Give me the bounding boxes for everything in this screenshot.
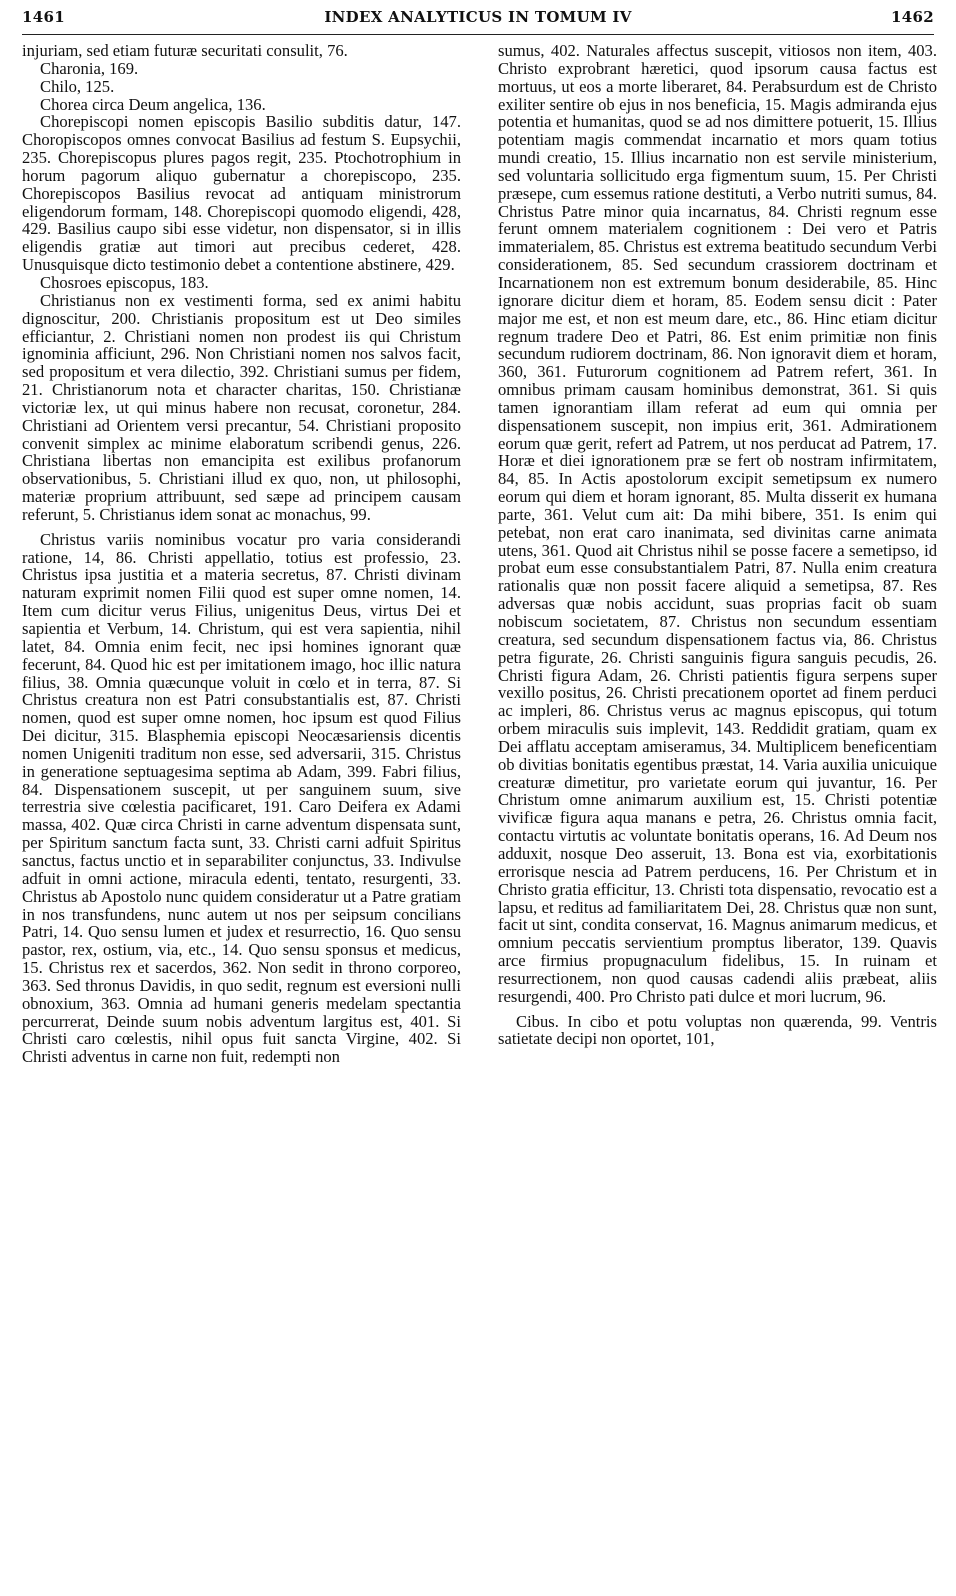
left-column — [22, 42, 461, 1587]
page-number-left: 1461 — [22, 8, 65, 26]
index-entry: Cibus. In cibo et potu voluptas non quærenda, 99. Ventris satietate decipi non oportet, 101, — [498, 1011, 937, 1049]
index-entry: Christianus non ex vestimenti forma, sed ex animi habitu dignoscitur, 200. Christianis propositum est ut Deo similes efficiantur, 2. Christiani nomen non prodest iis qui Christum ignominia afficiunt, 296. Non Christiani nomen nos salvos facit, sed propositum et vera dilectio, 392. Christiani sumus per fidem, 21. Christianorum nota et character charitas, 150. Christianæ victoriæ lex, ut qui minus habere non recusat, coronetur, 284. Christiani ad Orientem versi precantur, 54. Christiani proposito convenit simplex ac minime elaboratum scribendi genus, 226. Christiana libertas non emancipita est exilibus profanorum observationibus, 5. Christiani illud ex quo, non, ut philosophi, materiæ proprium attribuunt, sed sæpe ad principem causam referunt, 5. Christianus idem sonat ac monachus, 99. — [22, 290, 461, 524]
index-entry: Christus variis nominibus vocatur pro varia considerandi ratione, 14, 86. Christi appellatio, totius est professio, 23. Christus ipsa justitia et a materia secretus, 87. Christi divinam naturam exprimit nomen Filii quod est super omne nomen, 14. Item cum dicitur verus Filius, unigenitus Deus, virtus Dei et sapientia et Verbum, 14. Christum, qui est vera sapientia, nihil latet, 84. Omnia enim fecit, nec ipsi homines ignorant quæ fecerunt, 84. Quod hic est per imitationem imago, hoc illic natura filius, 38. Omnia quæcunque voluit in cœlo et in terra, 87. Si Christus creatura non est Patri consubstantialis est, 87. Christi nomen, quod est super omne nomen, hoc ipsum est quod Filius Dei dicitur, 315. Blasphemia episcopi Neocæsariensis dicentis nomen Unigeniti traditum non esse, sed adversarii, 315. Christus in generatione septuagesima septima ab Adam, 399. Fabri filius, 84. Dispensationem suscepit, ut per sanguinem suum, sive terrestria sive cœlestia pacificaret, 191. Caro Deifera ex Adami massa, 402. Quæ circa Christi in carne adventum dispensata sunt, per Spiritum sanctum facta sunt, 33. Christi carni adfuit Spiritus sanctus, factus unctio et in separabiliter conjunctus, 33. Indivulse adfuit in omni actione, miracula edenti, tentato, resurgenti, 33. Christus ab Apostolo nunc quidem consideratur ut a Patre gratiam in nos transfundens, nunc autem ut nos per seipsum concilians Patri, 14. Quo sensu lumen et judex et resurrectio, 16. Quo sensu pastor, rex, ostium, via, etc., 14. Quo sensu sponsus et medicus, 15. Christus rex et sacerdos, 362. Non sedit in throno corporeo, 363. Sed thronus Davidis, in quo sedit, regnum est eversioni nulli obnoxium, 363. Omnia ad humani generis medelam spectantia percurrerat, Deinde suum nobis adventum largitus est, 401. Si Christi caro cœlestis, nihil opus fuit sancta Virgine, 402. Si Christi adventus in carne non fuit, redempti non — [22, 529, 461, 1067]
right-column — [498, 42, 937, 1587]
index-entry: injuriam, sed etiam futuræ securitati consulit, 76. — [22, 42, 348, 60]
index-entry: sumus, 402. Naturales affectus suscepit, vitiosos non item, 403. Christo exprobrant hæretici, quod ipsorum causa factus est mortuus, ut eos a morte liberaret, 84. Perabsurdum est de Christo exiliter sentire ob ejus in nos beneficia, 15. Magis admiranda ejus potentia et humanitas, quod se ad nos dimittere potuerit, 15. Illius potentiam magis commendat incarnatio et mors quam totius mundi creatio, 15. Illius incarnatio non est servile ministerium, sed voluntaria sollicitudo erga figmentum suum, 15. Per Christi præsepe, cum essemus ratione destituti, a Verbo nutriti sumus, 84. Christus Patre minor quia incarnatus, 84. Christi regnum esse ferunt omnem materialem cognitionem : Dei vero et Patris immaterialem, 85. Christus est extrema beatitudo secundum Verbi considerationem, 85. Sed secundum crassiorem doctrinam et Incarnationem non est extremum bonum desiderabile, 85. Hinc ignorare dicitur diem et horam, 85. Eodem sensu dicit : Pater major me est, et non est meum dare, etc., 86. Hinc etiam dicitur regnum tradere Deo et Patri, 86. Est enim primitiæ non finis secundum rudiorem doctrinam, 86. Non ignoravit diem et horam, 360, 361. Futurorum cognitionem ad Patrem refert, 361. In omnibus primam causam hominibus demonstrat, 361. Si quis tamen ignorantiam illam referat ad eum qui omnia per dispensationem suscepit, non impius erit, 361. Admirationem eorum quæ gerit, refert ad Patrem, ut nos perducat ad Patrem, 17. Horæ et diei ignorationem præ se fert ob nostram infirmitatem, 84, 85. In Actis apostolorum excipit semetipsum ex numero eorum qui diem et horam ignorant, 85. Multa disserit ex humana parte, 361. Velut cum ait: Da mihi bibere, 351. Is enim qui petebat, non erat caro inanimata, sed divinitas carne animata utens, 361. Quod ait Christus nihil se posse facere a semetipso, id probat eum esse consubstantialem Patri, 87. Nulla enim creatura rationalis quæ non possit facere aliquid a semetipsa, 87. Res adversas quæ nobis accidunt, suas proprias facit ob suam nobiscum societatem, 87. Christus non secundum essentiam creatura, sed secundum dispensationem factus via, 86. Christus petra figurate, 26. Christi sanguinis figura sanguis pecudis, 26. Christi figura Adam, 26. Christi patientis figura serpens super vexillo positus, 26. Christi precationem oportet ad finem perduci ac impleri, 86. Christus verus ac magnus episcopus, qui totum orbem miraculis suis implevit, 143. Reddidit gratiam, quam ex Dei afflatu acceptam amiseramus, 34. Multiplicem beneficentiam ob divitias bonitatis egentibus præstat, 14. Varia auxilia unicuique creaturæ dimetitur, pro varietate eorum qui juvantur, 16. Per Christum omne animarum auxilium est, 15. Christi potentiæ vivificæ figura aqua manans e petra, 26. Christus omnia facit, contactu virtutis ac voluntate bonitatis operans, 16. Ad Deum nos adduxit, nosque Deo asseruit, 13. Bona est via, exorbitationis errorisque nescia ad Patrem perducens, 16. Per Christum et in Christo gratia efficitur, 13. Christi tota dispensatio, revocatio est a lapsu, et reditus ad familiaritatem Dei, 28. Christus quæ non sunt, facit ut sint, condita conservat, 16. Magnus animarum medicus, et omnium peccatis servientium promptus liberator, 139. Quavis arce firmius propugnaculum fidelibus, 15. In ruinam et resurrectionem, non quod causas cadendi aliis præbeat, aliis resurgendi, 400. Pro Christo pati dulce et mori lucrum, 96. — [498, 42, 937, 1006]
index-entry: Chorea circa Deum angelica, 136. — [40, 94, 266, 114]
index-entry: Charonia, 169. — [40, 58, 139, 78]
index-entry: Chilo, 125. — [40, 76, 115, 96]
page-number-right: 1462 — [891, 8, 934, 26]
running-header — [22, 8, 934, 34]
index-entry: Chorepiscopi nomen episcopis Basilio subditis datur, 147. Choropiscopos omnes convocat Basilius ad festum S. Eupsychii, 235. Chorepiscopus plures pagos regit, 235. Ptochotrophium in horum pagorum aliquo gubernatur a chorepiscopo, 235. Chorepiscopos Basilius revocat ad antiquam ministrorum eligendorum formam, 148. Chorepiscopi quomodo eligendi, 428, 429. Basilius caupo sibi esse videtur, non dispensator, si in illis eligendis gratiæ aut timori aut precibus cederet, 428. Unusquisque dicto testimonio debet a contentione abstinere, 429. — [22, 112, 461, 275]
header-rule — [22, 34, 934, 35]
running-title: INDEX ANALYTICUS IN TOMUM IV — [324, 8, 632, 26]
index-entry: Chosroes episcopus, 183. — [40, 272, 209, 292]
